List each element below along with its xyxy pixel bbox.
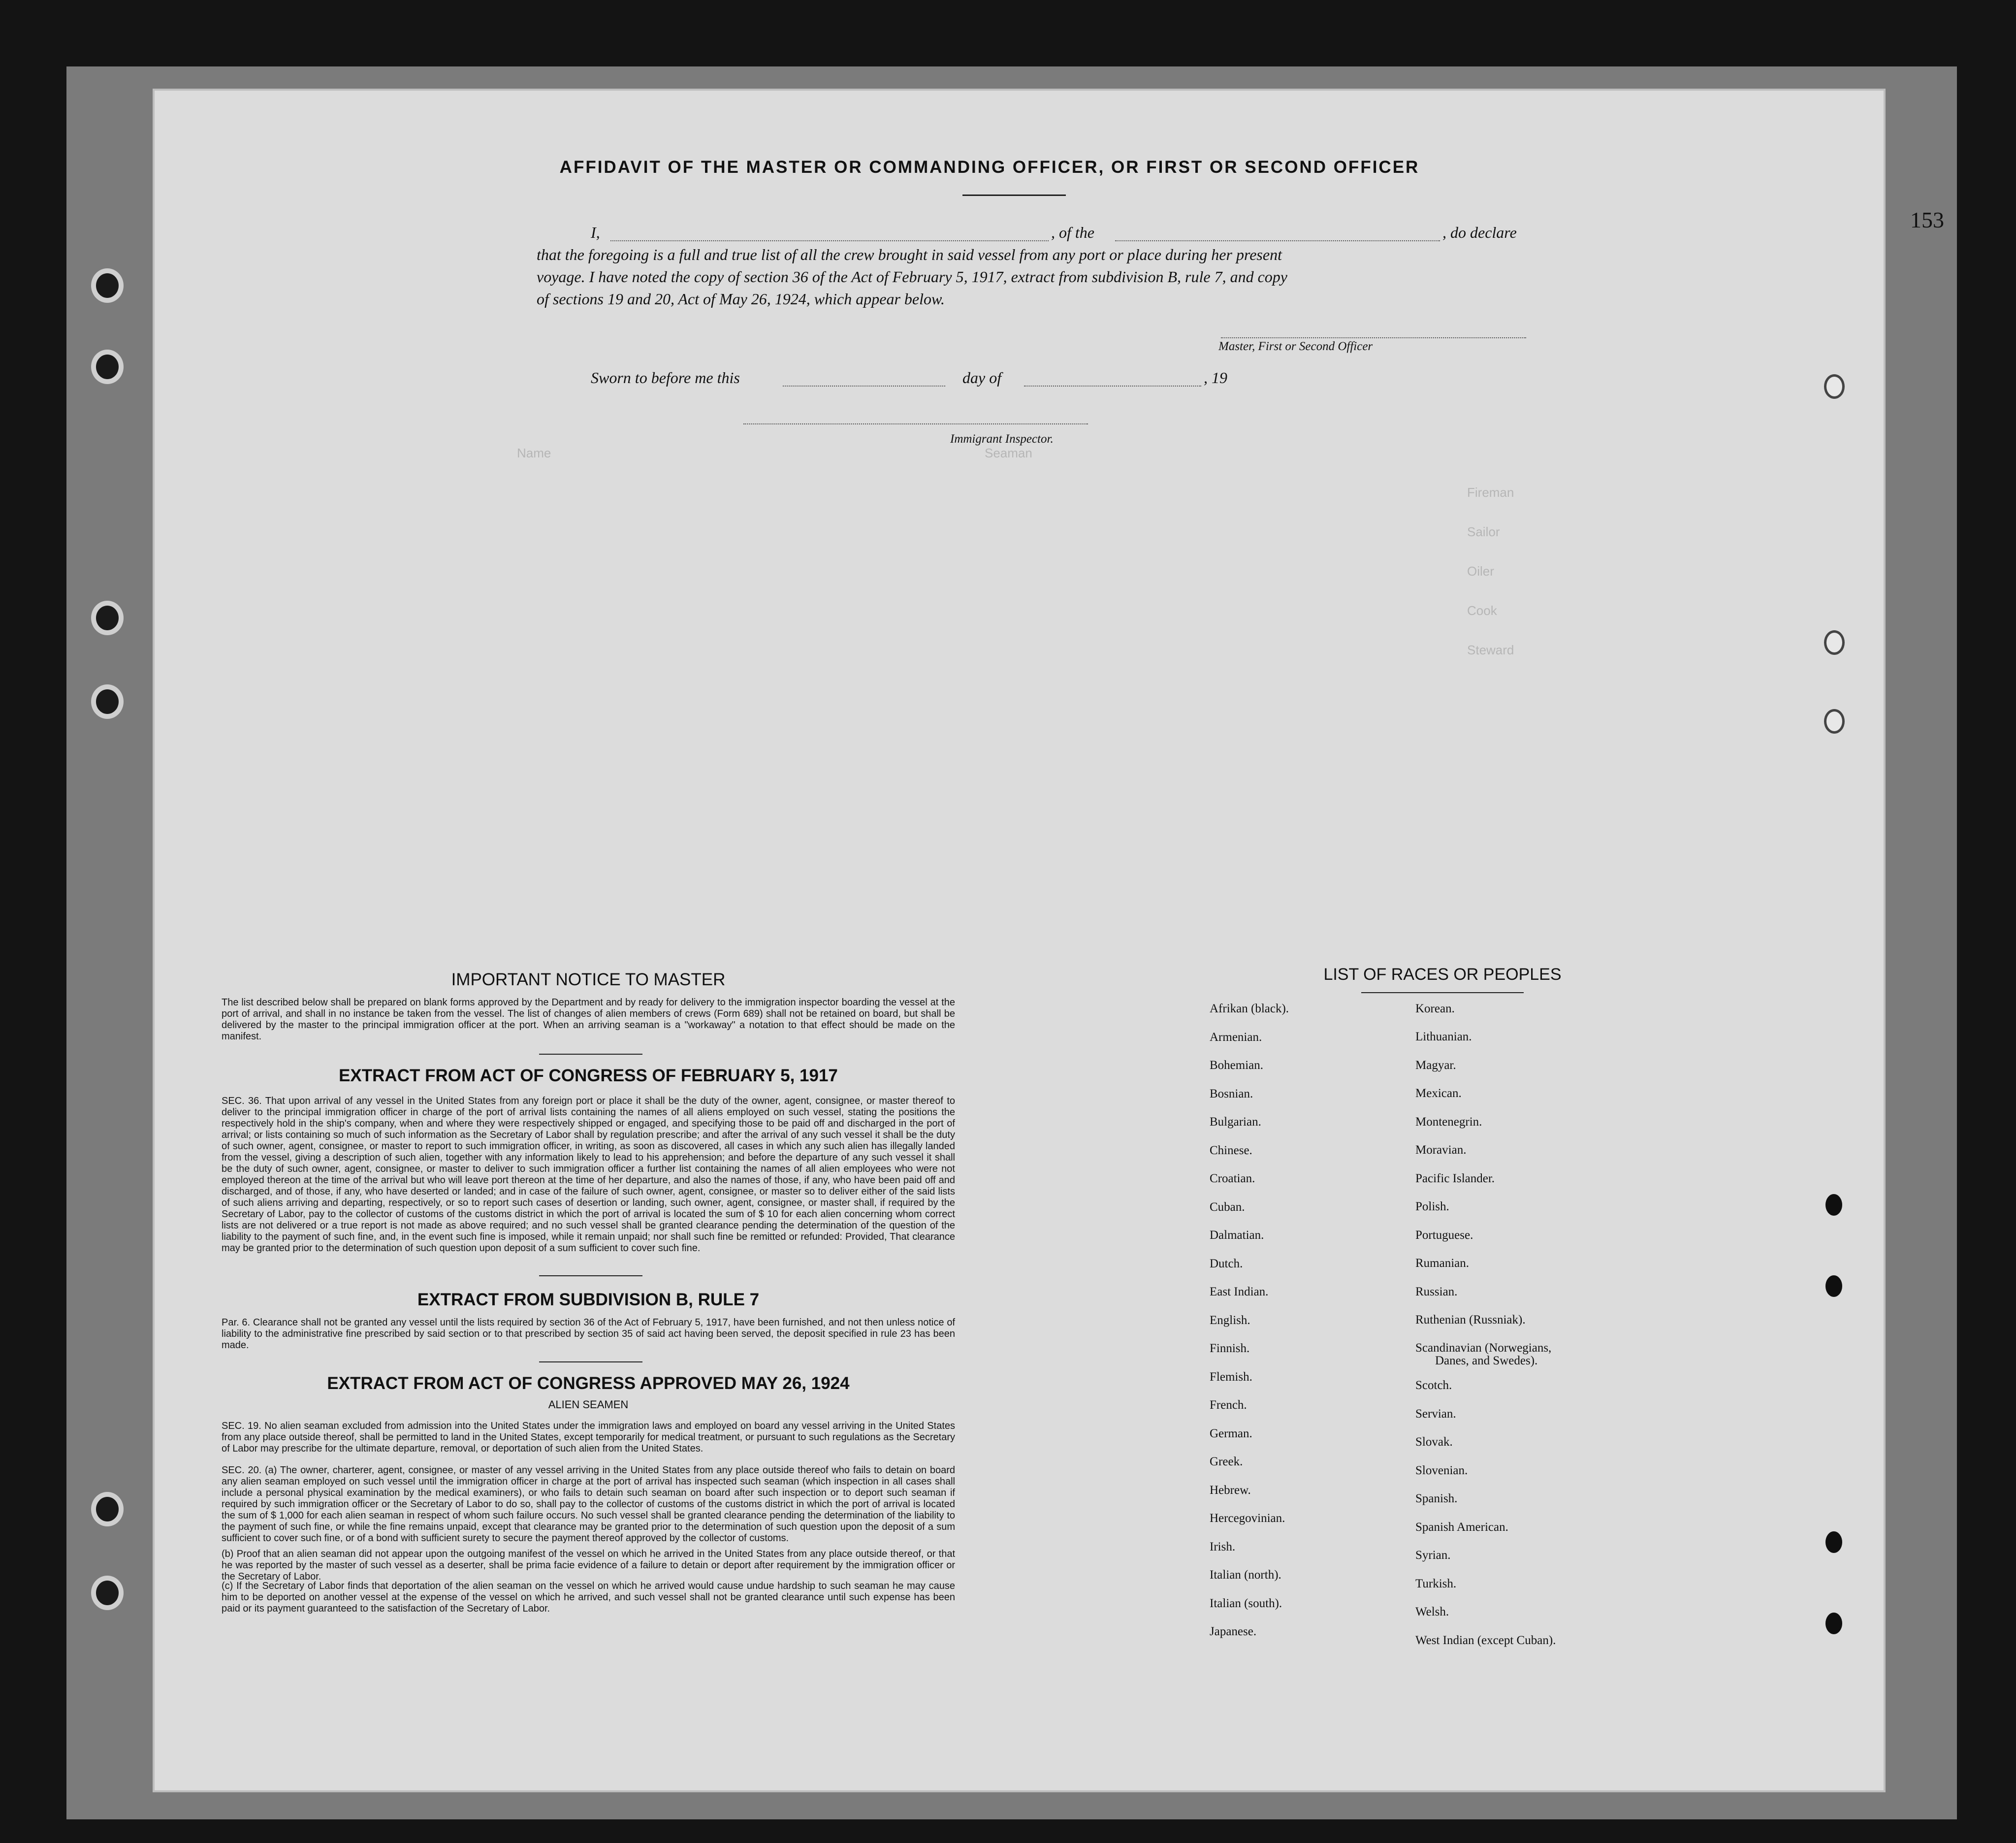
- affidavit-line-4: of sections 19 and 20, Act of May 26, 1924, which appear below.: [537, 290, 945, 308]
- punch-hole: [1825, 1194, 1842, 1216]
- race-item: Slovak.: [1415, 1435, 1453, 1449]
- year-prefix: , 19: [1204, 369, 1227, 387]
- declarant-name-blank: [610, 240, 1049, 241]
- races-title: LIST OF RACES OR PEOPLES: [1323, 965, 1562, 984]
- race-item: Hebrew.: [1210, 1483, 1251, 1497]
- bleed-through-text: Name: [517, 446, 551, 460]
- race-item: Japanese.: [1210, 1625, 1257, 1638]
- bleed-through-text: Steward: [1467, 643, 1514, 657]
- punch-hole: [1825, 1613, 1842, 1634]
- race-item: Irish.: [1210, 1540, 1236, 1553]
- race-item: Lithuanian.: [1415, 1030, 1472, 1043]
- race-item: Moravian.: [1415, 1143, 1467, 1157]
- bleed-through-text: Oiler: [1467, 564, 1494, 579]
- inspector-signature-blank: [743, 423, 1088, 424]
- extract-1924-sec20b: (b) Proof that an alien seaman did not appear upon the outgoing manifest of the vessel on which he arrived in the United States from any place outside thereof, or that he was reported by the master of such vessel as a deserter, shall be prima facie evidence of a failure to detain or deport after requirement by the immigration officer or the Secretary of Labor.: [222, 1549, 955, 1582]
- punch-hole: [1825, 1531, 1842, 1553]
- extract-1924-sec20c: (c) If the Secretary of Labor finds that deportation of the alien seaman on the vessel on which he arrived would cause undue hardship to such seaman he may cause him to be deported on another vessel at the expense of the vessel on which he arrived, and such vessel shall not be granted clearance until such expense has been paid or its payment guaranteed to the satisfaction of the Secretary of Labor.: [222, 1581, 955, 1614]
- sworn-day-blank: [783, 386, 945, 387]
- punch-hole: [1826, 711, 1842, 731]
- declarant-prefix: I,: [591, 224, 600, 241]
- race-item: Italian (north).: [1210, 1568, 1281, 1582]
- affidavit-title: AFFIDAVIT OF THE MASTER OR COMMANDING OFFICER, OR FIRST OR SECOND OFFICER: [559, 158, 1420, 177]
- race-item: Pacific Islander.: [1415, 1172, 1495, 1185]
- declare-text: , do declare: [1442, 224, 1517, 241]
- day-of-text: day of: [962, 369, 1002, 387]
- race-item: Scotch.: [1415, 1379, 1452, 1392]
- race-item: Hercegovinian.: [1210, 1512, 1285, 1525]
- race-item: Scandinavian (Norwegians,: [1415, 1341, 1552, 1355]
- race-item: East Indian.: [1210, 1285, 1269, 1298]
- race-item: English.: [1210, 1313, 1250, 1327]
- race-item: Ruthenian (Russniak).: [1415, 1313, 1526, 1326]
- race-item: French.: [1210, 1398, 1247, 1412]
- race-item: Korean.: [1415, 1002, 1455, 1015]
- race-item: Bulgarian.: [1210, 1115, 1261, 1129]
- race-item: Portuguese.: [1415, 1229, 1473, 1242]
- race-item: Magyar.: [1415, 1059, 1456, 1072]
- vessel-name-blank: [1115, 240, 1440, 241]
- inspector-label: Immigrant Inspector.: [950, 432, 1054, 446]
- race-item: Syrian.: [1415, 1549, 1451, 1562]
- affidavit-line-3: voyage. I have noted the copy of section 36 of the Act of February 5, 1917, extract from subdivision B, rule 7, and copy: [537, 268, 1287, 286]
- race-item: Welsh.: [1415, 1605, 1449, 1618]
- extract-1917-title: EXTRACT FROM ACT OF CONGRESS OF FEBRUARY 5, 1917: [339, 1066, 838, 1085]
- section-divider: [539, 1275, 642, 1276]
- race-item: Bosnian.: [1210, 1087, 1253, 1100]
- race-item: Spanish American.: [1415, 1520, 1508, 1534]
- race-item: Bohemian.: [1210, 1059, 1264, 1072]
- punch-hole: [1826, 633, 1842, 652]
- section-divider: [539, 1054, 642, 1055]
- race-item: Greek.: [1210, 1455, 1243, 1468]
- race-item: Servian.: [1415, 1407, 1456, 1421]
- punch-hole: [96, 1497, 119, 1521]
- bleed-through-text: Seaman: [985, 446, 1032, 460]
- bleed-through-text: Fireman: [1467, 485, 1514, 500]
- race-item: Danes, and Swedes).: [1435, 1354, 1538, 1367]
- race-item: Dutch.: [1210, 1257, 1243, 1270]
- vessel-prefix: , of the: [1051, 224, 1094, 241]
- notice-title: IMPORTANT NOTICE TO MASTER: [451, 970, 726, 989]
- punch-hole: [1825, 1275, 1842, 1297]
- race-item: Italian (south).: [1210, 1596, 1282, 1610]
- race-item: Spanish.: [1415, 1492, 1458, 1505]
- race-item: Rumanian.: [1415, 1257, 1470, 1270]
- race-item: Mexican.: [1415, 1087, 1462, 1100]
- race-item: German.: [1210, 1426, 1252, 1440]
- sworn-prefix: Sworn to before me this: [591, 369, 740, 387]
- notice-text: The list described below shall be prepared on blank forms approved by the Department and by ready for delivery to the immigration inspector boarding the vessel at the port of arrival, and shall in no instance be taken from the vessel. The list of changes of alien members of crews (Form 689) shall not be retained on board, but shall be delivered by the master to the principal immigration officer at the port. When an arriving seaman is a "workaway" a notation to that effect should be made on the manifest.: [222, 997, 955, 1042]
- race-item: Chinese.: [1210, 1143, 1252, 1157]
- punch-hole: [96, 355, 119, 379]
- race-item: Croatian.: [1210, 1172, 1255, 1185]
- affidavit-line-2: that the foregoing is a full and true list of all the crew brought in said vessel from any port or place during her present: [537, 246, 1282, 263]
- page-number: 153: [1910, 207, 1944, 232]
- race-item: Afrikan (black).: [1210, 1002, 1289, 1015]
- officer-signature-blank: [1221, 337, 1526, 338]
- extract-1924-sec20a: SEC. 20. (a) The owner, charterer, agent, consignee, or master of any vessel arriving in the United States from any place outside thereof who fails to detain on board any alien seaman employed on such vessel until the immigration officer in charge at the port of arrival has inspected such seaman (which inspection in all cases shall include a personal physical examination by the medical examiners), or who fails to detain such seaman on board after such inspection or to deport such seaman if required by such immigration officer or the Secretary of Labor to do so, shall pay to the collector of customs of the customs district in which the port of arrival is located the sum of $ 1,000 for each alien seaman in respect of whom such failure occurs. No such vessel shall be granted clearance pending the determination of the liability to the payment of such fine, or while the fine remains unpaid, except that clearance may be granted prior to the determination of such question upon the deposit of a sum sufficient to cover such fine, or of a bond with sufficient surety to secure the payment thereof approved by the collector of customs.: [222, 1465, 955, 1544]
- title-underline: [962, 194, 1066, 196]
- race-item: Slovenian.: [1415, 1464, 1468, 1477]
- bleed-through-text: Cook: [1467, 603, 1497, 618]
- race-item: Armenian.: [1210, 1030, 1262, 1044]
- bleed-through-text: Sailor: [1467, 524, 1500, 539]
- punch-hole: [96, 606, 119, 630]
- extract-1924-title: EXTRACT FROM ACT OF CONGRESS APPROVED MAY 26, 1924: [327, 1374, 850, 1393]
- extract-1924-subtitle: ALIEN SEAMEN: [548, 1398, 629, 1411]
- officer-label: Master, First or Second Officer: [1218, 340, 1373, 353]
- races-title-underline: [1361, 992, 1524, 993]
- punch-hole: [96, 1581, 119, 1605]
- punch-hole: [96, 689, 119, 714]
- extract-rule7-text: Par. 6. Clearance shall not be granted any vessel until the lists required by section 36 of the Act of February 5, 1917, have been furnished, and not then unless notice of liability to the administrative fine prescribed by said section or to that prescribed by section 35 of said act having been served, the deposit specified in rule 23 has been made.: [222, 1317, 955, 1351]
- race-item: West Indian (except Cuban).: [1415, 1634, 1556, 1647]
- extract-1917-text: SEC. 36. That upon arrival of any vessel in the United States from any foreign port or place it shall be the duty of the owner, agent, consignee, or master thereof to deliver to the principal immigration officer in charge of the port of arrival lists containing the names of all aliens employed on such vessel, stating the positions the respectively hold in the ship's company, when and where they were respectively shipped or engaged, and specifying those to be paid off and discharged in the port of arrival; or lists containing so much of such information as the Secretary of Labor shall by regulation prescribe; and after the arrival of any such vessel it shall be the duty of such owner, agent, consignee, or master to report to such immigration officer, in writing, as soon as discovered, all cases in which any such alien has illegally landed from the vessel, giving a description of such alien, together with any information likely to lead to his apprehension; and before the departure of any such vessel it shall be the duty of such owner, agent, consignee, or master to deliver to such immigration officer a further list containing the names of all alien employees who were not employed thereon at the time of the arrival but who will leave port thereon at the time of her departure, and also the names of those, if any, who have been paid off and discharged, and of those, if any, who have deserted or landed; and in case of the failure of such owner, agent, consignee, or master so to deliver either of the said lists of such aliens arriving and departing, respectively, or so to report such cases of desertion or landing, such owner, agent, consignee, or master shall, if required by the Secretary of Labor, pay to the collector of customs of the customs district in which the port of arrival is located the sum of $ 10 for each alien concerning whom correct lists are not delivered or a true report is not made as above required; and no such vessel shall be granted clearance pending the determination of the question of the liability to the payment of such fine, and, in the event such fine is imposed, while it remain unpaid; nor shall such fine be remitted or refunded: Provided, That clearance may be granted prior to the determination of such question upon deposit of a sum sufficient to cover such fine.: [222, 1096, 955, 1254]
- section-divider: [539, 1361, 642, 1362]
- race-item: Montenegrin.: [1415, 1115, 1482, 1129]
- extract-1924-sec19: SEC. 19. No alien seaman excluded from admission into the United States under the immigration laws and employed on board any vessel arriving in the United States from any place outside thereof, shall be permitted to land in the United States, except temporarily for medical treatment, or pursuant to such regulations as the Secretary of Labor may prescribe for the ultimate departure, removal, or deportation of such alien from the United States.: [222, 1421, 955, 1454]
- punch-hole: [1826, 377, 1842, 396]
- race-item: Turkish.: [1415, 1577, 1457, 1590]
- race-item: Cuban.: [1210, 1200, 1245, 1214]
- sworn-month-blank: [1024, 386, 1201, 387]
- race-item: Finnish.: [1210, 1342, 1250, 1355]
- race-item: Russian.: [1415, 1285, 1458, 1298]
- extract-rule7-title: EXTRACT FROM SUBDIVISION B, RULE 7: [417, 1290, 760, 1309]
- race-item: Polish.: [1415, 1200, 1449, 1213]
- punch-hole: [96, 273, 119, 298]
- race-item: Dalmatian.: [1210, 1229, 1264, 1242]
- race-item: Flemish.: [1210, 1370, 1252, 1384]
